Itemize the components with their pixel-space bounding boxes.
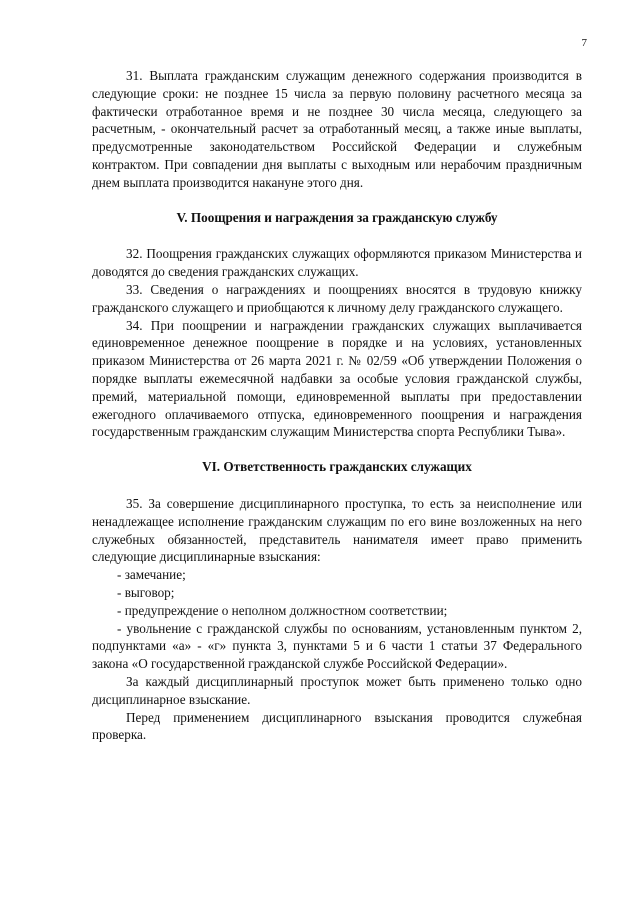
paragraph-34: 34. При поощрении и награждении гражданских служащих выплачивается единовременное денежное поощрение в порядке и на условиях, установленных приказом Министерства от 26 марта 2021 г. № 02/59 «Об утверждении Положения о порядке выплаты ежемесячной надбавки за особые условия гражданской службы, премий, материальной помощи, единовременной выплаты при предоставлении ежегодного оплачиваемого отпуска, единовременного поощрения и награждения государственным гражданским служащим Министерства спорта Республики Тыва». (92, 317, 582, 440)
penalty-item-rebuke: - выговор; (117, 584, 175, 600)
penalty-item-dismissal: - увольнение с гражданской службы по основаниям, установленным пунктом 2, подпунктами «а» - «г» пункта 3, пунктами 5 и 6 части 1 статьи 37 Федерального закона «О государственной гражданской службе Российской Федерации». (92, 620, 582, 672)
penalty-item-reprimand: - замечание; (117, 567, 186, 583)
paragraph-32: 32. Поощрения гражданских служащих оформляются приказом Министерства и доводятся до сведения гражданских служащих. (92, 246, 582, 280)
section-6-heading: VI. Ответственность гражданских служащих (202, 459, 472, 475)
paragraph-33: 33. Сведения о награждениях и поощрениях вносятся в трудовую книжку гражданского служащего и приобщаются к личному делу гражданского служащего. (92, 281, 582, 315)
paragraph-31: 31. Выплата гражданским служащим денежного содержания производится в следующие сроки: не позднее 15 числа за первую половину расчетного месяца за фактически отработанное время и не позднее 30 числа месяца, следующего за расчетным, - окончательный расчет за отработанный месяц, а также иные выплаты, предусмотренные законодательством Российской Федерации и служебным контрактом. При совпадении дня выплаты с выходным или нерабочим праздничным днем выплата производится накануне этого дня. (92, 68, 582, 190)
penalty-item-warning: - предупреждение о неполном должностном соответствии; (117, 602, 448, 618)
page-number: 7 (581, 37, 587, 49)
section-5-heading: V. Поощрения и награждения за гражданскую службу (176, 209, 498, 225)
document-body (92, 67, 582, 744)
paragraph-official-inspection: Перед применением дисциплинарного взыскания проводится служебная проверка. (92, 709, 582, 743)
paragraph-35: 35. За совершение дисциплинарного проступка, то есть за неисполнение или ненадлежащее исполнение гражданским служащим по его вине возложенных на него служебных обязанностей, представитель нанимателя имеет право применить следующие дисциплинарные взыскания: (92, 495, 582, 565)
paragraph-single-penalty: За каждый дисциплинарный проступок может быть применено только одно дисциплинарное взыскание. (92, 673, 582, 707)
